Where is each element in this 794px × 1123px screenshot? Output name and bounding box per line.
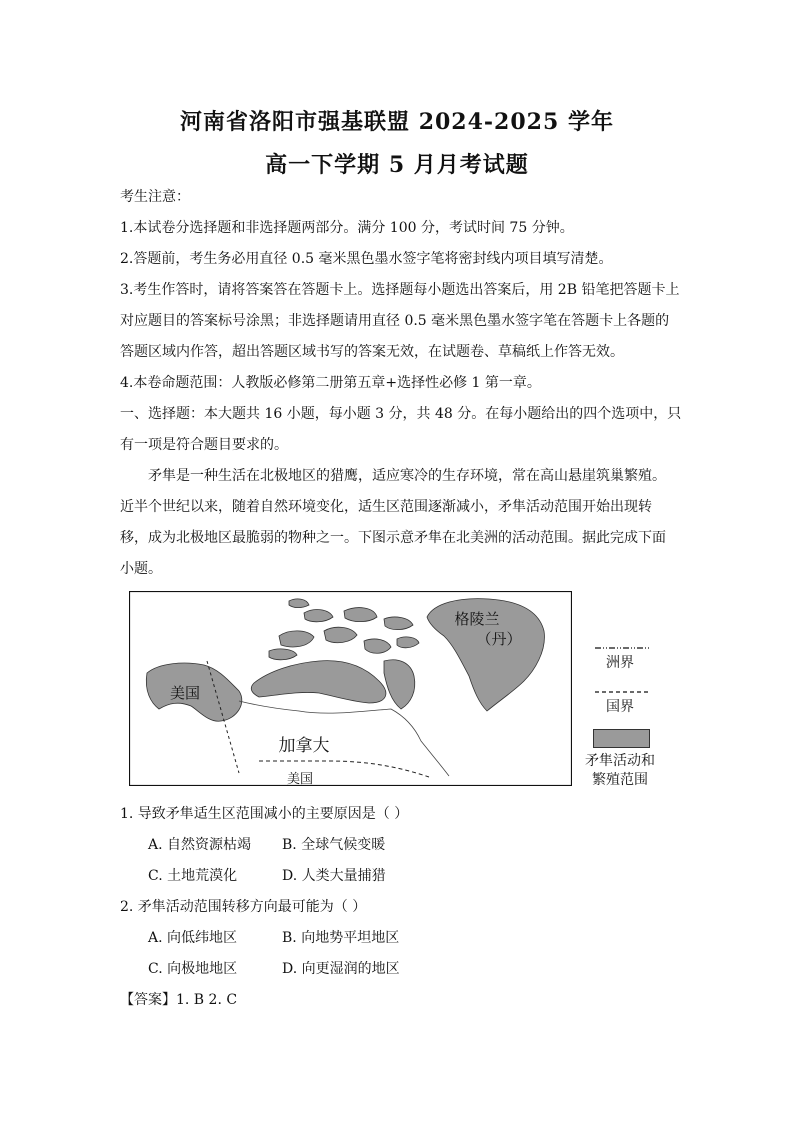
passage-line2: 近半个世纪以来，随着自然环境变化，适生区范围逐渐减小，矛隼活动范围开始出现转 [120, 499, 652, 515]
question-2-option-b: B. 向地势平坦地区 [282, 930, 400, 946]
notice-item-4: 4.本卷命题范围：人教版必修第二册第五章+选择性必修 1 第一章。 [120, 375, 541, 391]
question-1-stem: 1. 导致矛隼适生区范围减小的主要原因是（ ） [120, 806, 409, 822]
label-greenland: 格陵兰 [454, 612, 500, 628]
legend-range-swatch [593, 729, 650, 748]
notice-item-3-line3: 答题区域内作答，超出答题区域书写的答案无效，在试题卷、草稿纸上作答无效。 [120, 344, 624, 360]
notice-heading: 考生注意： [120, 189, 190, 205]
label-canada: 加拿大 [278, 736, 330, 755]
document-title-line1: 河南省洛阳市强基联盟 2024-2025 学年 [180, 109, 614, 135]
label-usa-alaska: 美国 [169, 686, 201, 702]
notice-item-3-line2: 对应题目的答案标号涂黑；非选择题请用直径 0.5 毫米黑色墨水签字笔在答题卡上各题的 [120, 313, 670, 329]
document-title-line2: 高一下学期 5 月月考试题 [265, 152, 529, 178]
question-2-option-d: D. 向更湿润的地区 [282, 961, 400, 977]
question-2-option-c: C. 向极地地区 [148, 961, 238, 977]
notice-item-1: 1.本试卷分选择题和非选择题两部分。满分 100 分，考试时间 75 分钟。 [120, 220, 574, 236]
notice-item-2: 2.答题前，考生务必用直径 0.5 毫米黑色墨水签字笔将密封线内项目填写清楚。 [120, 251, 613, 267]
question-2-option-a: A. 向低纬地区 [148, 930, 238, 946]
map-legend [580, 640, 690, 790]
passage-line4: 小题。 [120, 561, 162, 577]
label-usa-south: 美国 [286, 771, 314, 786]
answer-line: 【答案】1. B 2. C [120, 992, 238, 1008]
question-1-option-a: A. 自然资源枯竭 [148, 837, 252, 853]
north-america-gyrfalcon-map [129, 591, 572, 786]
legend-continent-boundary-label: 洲界 [606, 655, 634, 671]
notice-item-3-line1: 3.考生作答时，请将答案答在答题卡上。选择题每小题选出答案后，用 2B 铅笔把答题卡上 [120, 282, 680, 298]
question-1-option-c: C. 土地荒漠化 [148, 868, 238, 884]
question-2-stem: 2. 矛隼活动范围转移方向最可能为（ ） [120, 899, 367, 915]
question-1-option-d: D. 人类大量捕猎 [282, 868, 386, 884]
label-denmark: （丹） [476, 632, 522, 648]
legend-range-label-line2: 繁殖范围 [592, 772, 648, 788]
legend-national-boundary-label: 国界 [606, 699, 634, 715]
question-1-option-b: B. 全球气候变暖 [282, 837, 386, 853]
section-heading-line1: 一、选择题：本大题共 16 小题，每小题 3 分，共 48 分。在每小题给出的四个选项中，只 [120, 406, 682, 422]
passage-line1: 矛隼是一种生活在北极地区的猎鹰，适应寒冷的生存环境，常在高山悬崖筑巢繁殖。 [148, 468, 666, 484]
legend-range-label-line1: 矛隼活动和 [585, 753, 655, 769]
section-heading-line2: 有一项是符合题目要求的。 [120, 437, 288, 453]
passage-line3: 移，成为北极地区最脆弱的物种之一。下图示意矛隼在北美洲的活动范围。据此完成下面 [120, 530, 666, 546]
